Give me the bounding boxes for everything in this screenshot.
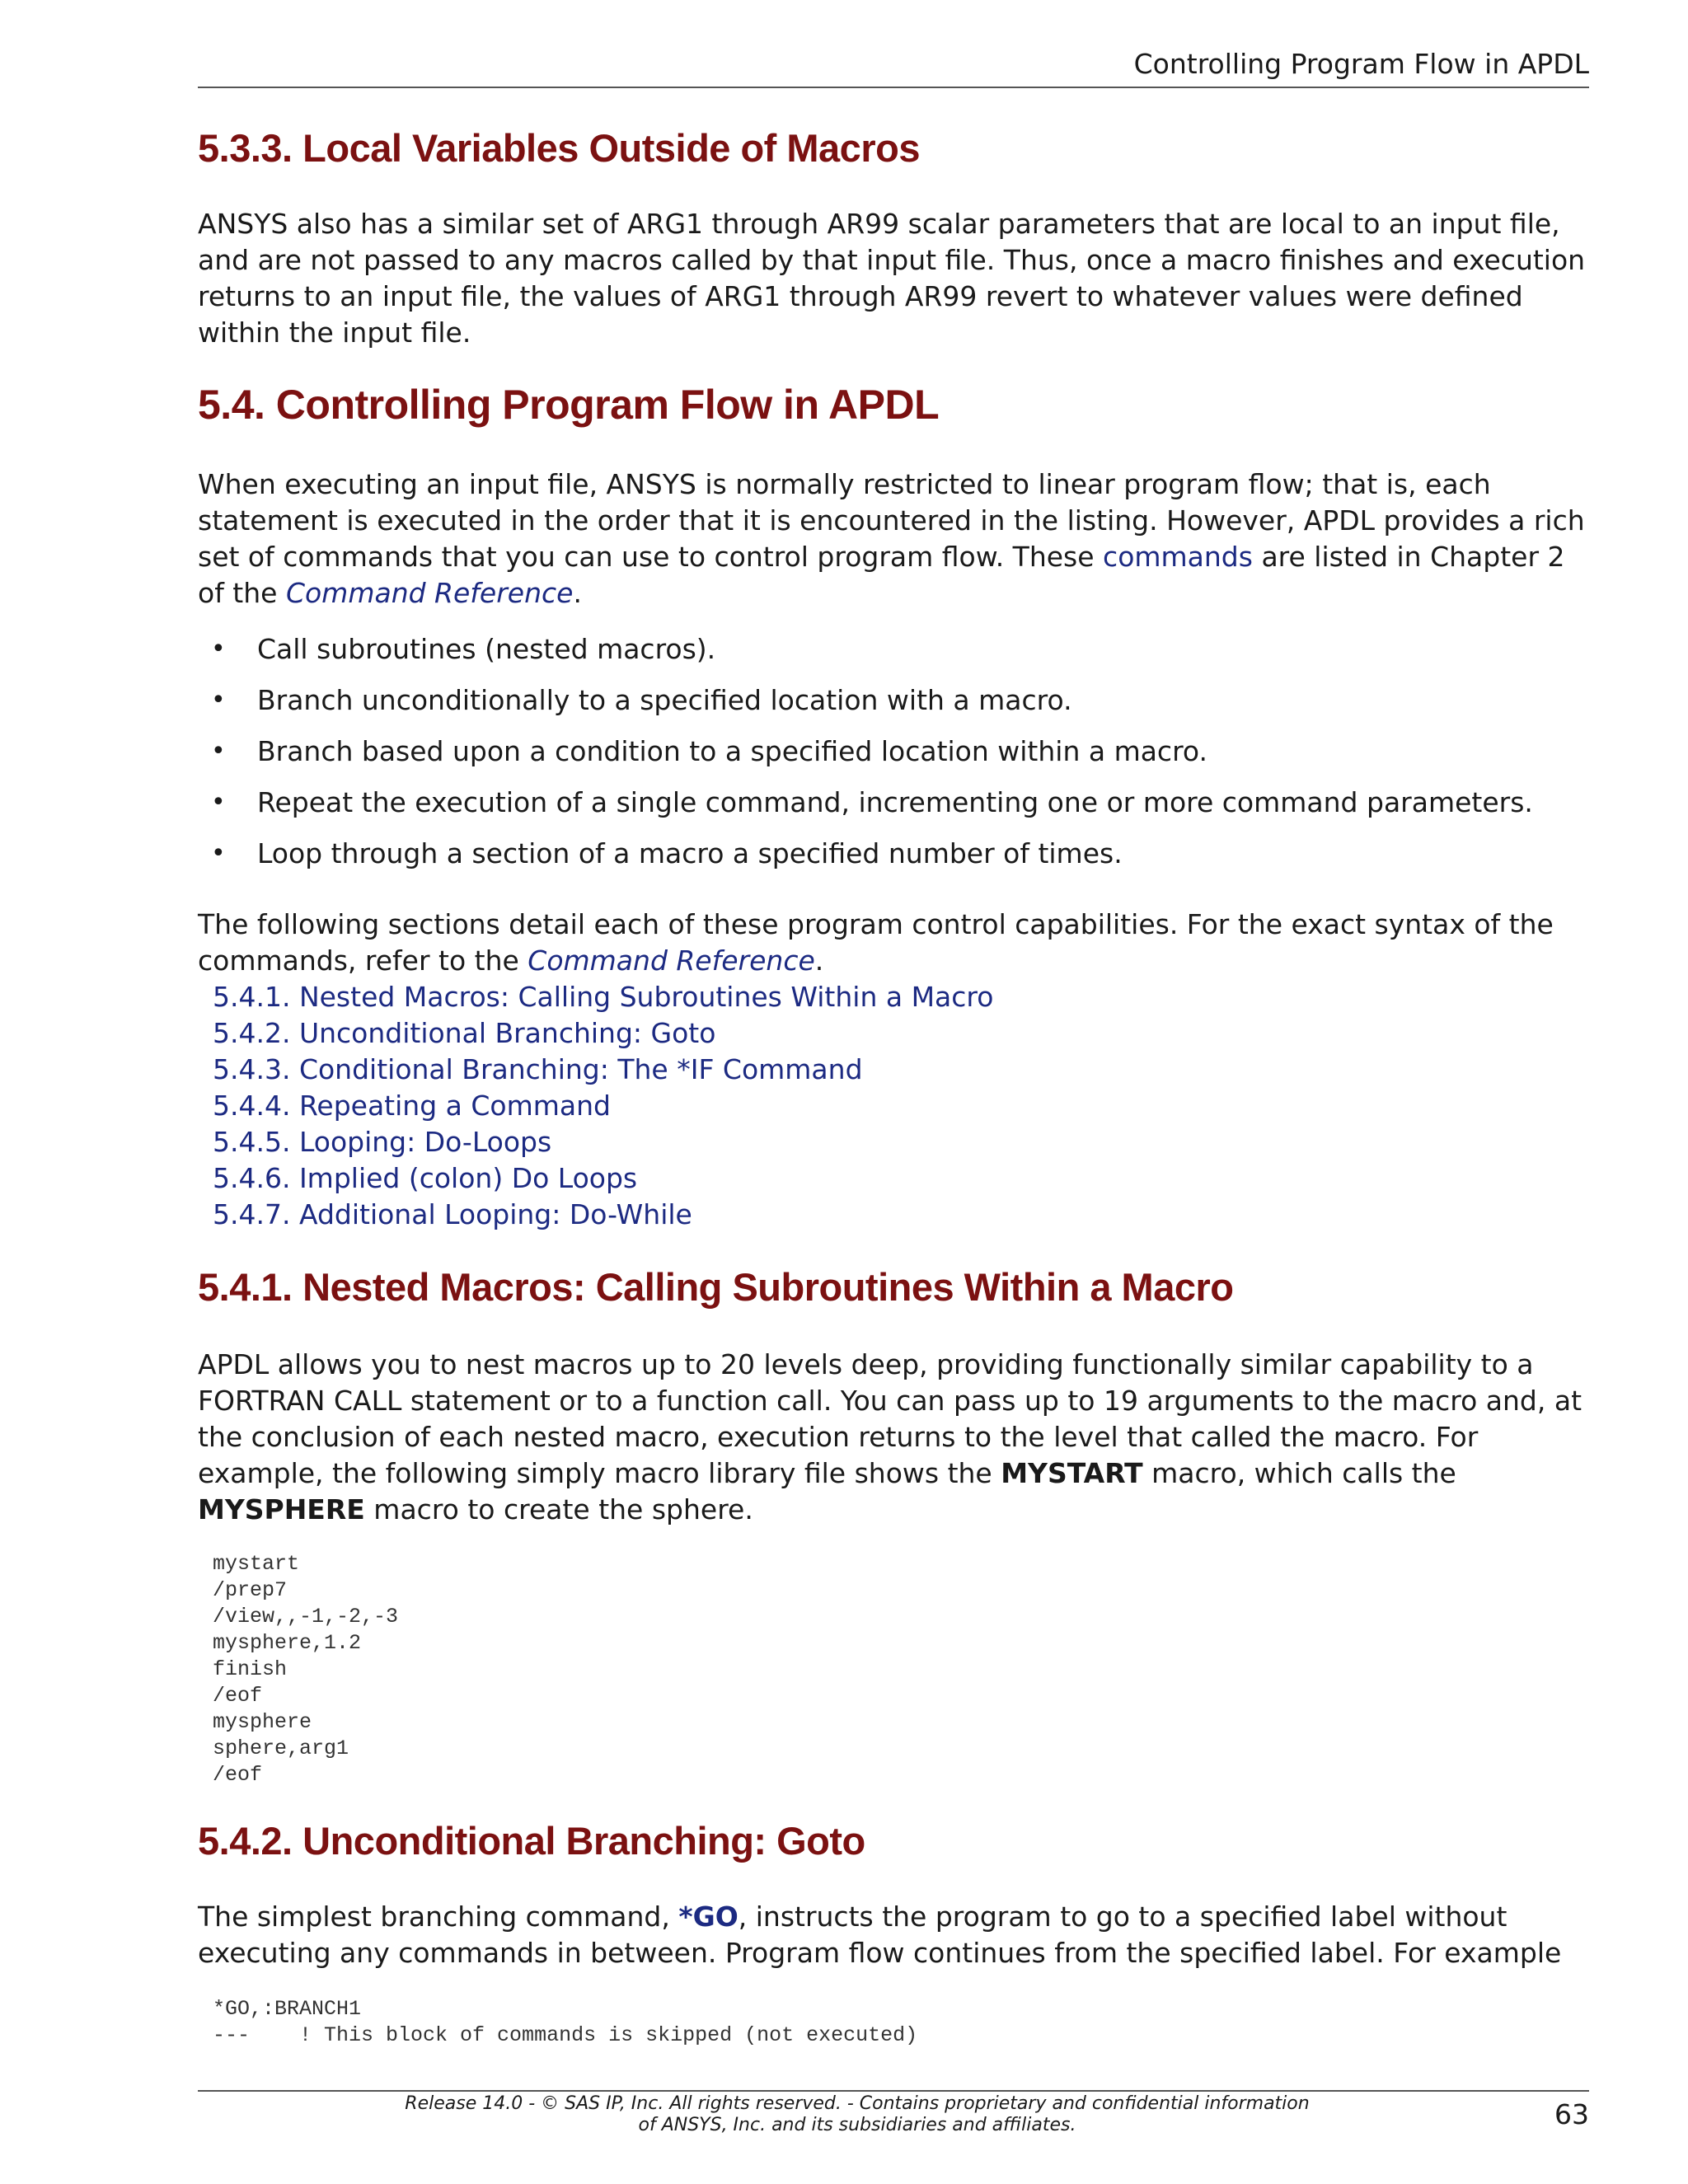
toc-link-5-4-3[interactable]: 5.4.3. Conditional Branching: The *IF Command: [213, 1053, 863, 1085]
bullet-icon: •: [211, 788, 226, 817]
followup-text-end: .: [814, 944, 824, 977]
macro-code-block: [213, 1551, 398, 1788]
section-5-4-1-heading: 5.4.1. Nested Macros: Calling Subroutines Within a Macro: [198, 1265, 1234, 1309]
nested-text-3: macro to create the sphere.: [364, 1493, 753, 1526]
capability-list: [198, 631, 1533, 887]
running-header-title: Controlling Program Flow in APDL: [1133, 48, 1589, 80]
section-5-4-followup: [198, 907, 1591, 979]
section-5-3-3-heading: 5.3.3. Local Variables Outside of Macros: [198, 126, 920, 170]
goto-code-block: [213, 1996, 917, 2049]
bullet-icon: •: [211, 839, 226, 868]
toc-link-5-4-2[interactable]: 5.4.2. Unconditional Branching: Goto: [213, 1017, 716, 1049]
footer-copyright: [346, 2093, 1368, 2136]
intro-text-2: are listed in Chapter 2 of the: [198, 541, 1565, 609]
mystart-macro-name: MYSTART: [1001, 1457, 1143, 1489]
footer-line-1: Release 14.0 - © SAS IP, Inc. All rights reserved. - Contains proprietary and confidential information: [405, 2093, 1310, 2114]
code-line: mystart: [213, 1552, 300, 1576]
footer-rule: [198, 2090, 1589, 2092]
toc-link-5-4-4[interactable]: 5.4.4. Repeating a Command: [213, 1090, 611, 1122]
nested-text-2: macro, which calls the: [1142, 1457, 1456, 1489]
running-header: [198, 48, 1589, 88]
code-line: mysphere,1.2: [213, 1631, 362, 1655]
list-item: • Branch based upon a condition to a specified location within a macro.: [198, 733, 1533, 785]
toc-link-5-4-5[interactable]: 5.4.5. Looping: Do-Loops: [213, 1126, 552, 1158]
code-line: sphere,arg1: [213, 1736, 349, 1760]
section-5-4-heading: 5.4. Controlling Program Flow in APDL: [198, 382, 940, 428]
bullet-icon: •: [211, 635, 226, 663]
section-5-4-2-heading: 5.4.2. Unconditional Branching: Goto: [198, 1819, 865, 1863]
goto-text-2: , instructs the program to go to a specified label without executing any commands in between. Program flow continues from the specified label. For example: [198, 1900, 1562, 1969]
command-reference-link[interactable]: Command Reference: [528, 944, 815, 977]
toc-link-5-4-6[interactable]: 5.4.6. Implied (colon) Do Loops: [213, 1162, 638, 1194]
code-line: --- ! This block of commands is skipped (not executed): [213, 2023, 918, 2047]
nested-text-1: APDL allows you to nest macros up to 20 levels deep, providing functionally similar capability to a FORTRAN CALL statement or to a function call. You can pass up to 19 arguments to the macro and, at the conclusion of each nested macro, execution returns to the level that called the macro. For example, the following simply macro library file shows the: [198, 1348, 1582, 1489]
mysphere-macro-name: MYSPHERE: [198, 1493, 365, 1526]
list-item: • Branch unconditionally to a specified location with a macro.: [198, 682, 1533, 733]
intro-text-1: When executing an input file, ANSYS is normally restricted to linear program flow; that is, each statement is executed in the order that it is encountered in the listing. However, APDL provides a rich set of commands that you can use to control program flow. These: [198, 468, 1585, 573]
section-5-4-1-body: [198, 1347, 1591, 1528]
code-line: /prep7: [213, 1578, 288, 1602]
toc-link-5-4-1[interactable]: 5.4.1. Nested Macros: Calling Subroutines Within a Macro: [213, 981, 994, 1013]
code-line: /eof: [213, 1684, 263, 1708]
code-line: mysphere: [213, 1710, 312, 1734]
followup-text: The following sections detail each of these program control capabilities. For the exact syntax of the commands, refer to the: [198, 908, 1554, 977]
list-item: • Loop through a section of a macro a specified number of times.: [198, 836, 1533, 887]
commands-link[interactable]: commands: [1103, 541, 1253, 573]
goto-text-1: The simplest branching command,: [198, 1900, 679, 1933]
footer-line-2: of ANSYS, Inc. and its subsidiaries and affiliates.: [638, 2115, 1076, 2135]
command-reference-link[interactable]: Command Reference: [285, 577, 574, 609]
code-line: /view,,-1,-2,-3: [213, 1605, 399, 1629]
section-5-4-intro: [198, 466, 1591, 612]
section-5-4-2-body: [198, 1899, 1591, 1971]
code-line: *GO,:BRANCH1: [213, 1997, 362, 2021]
page-number: 63: [1554, 2098, 1589, 2130]
bullet-icon: •: [211, 737, 226, 766]
bullet-icon: •: [211, 686, 226, 715]
go-command-link[interactable]: *GO: [678, 1900, 738, 1933]
list-item: • Call subroutines (nested macros).: [198, 631, 1533, 682]
section-toc: [213, 979, 993, 1233]
intro-text-end: .: [573, 577, 582, 609]
code-line: /eof: [213, 1763, 263, 1787]
code-line: finish: [213, 1657, 288, 1681]
section-5-3-3-body: ANSYS also has a similar set of ARG1 through AR99 scalar parameters that are local to an input file, and are not passed to any macros called by that input file. Thus, once a macro finishes and execution returns to an input file, the values of ARG1 through AR99 revert to whatever values were defined within the input file.: [198, 208, 1586, 349]
list-item: • Repeat the execution of a single command, incrementing one or more command parameters.: [198, 785, 1533, 836]
toc-link-5-4-7[interactable]: 5.4.7. Additional Looping: Do-While: [213, 1198, 692, 1230]
